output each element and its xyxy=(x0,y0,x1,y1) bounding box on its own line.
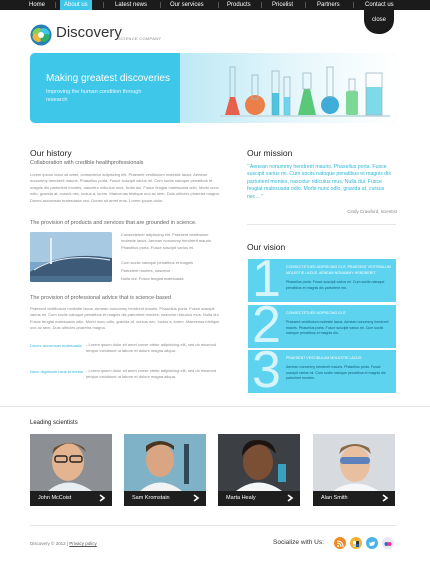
nav-separator xyxy=(218,2,219,8)
mission-quote-author: Cindy Crawford, scientist xyxy=(347,209,397,214)
vision-number: 2 xyxy=(252,305,281,348)
history-link[interactable]: Donec accumsan malesuada xyxy=(30,343,82,348)
vision-body: Praesent vestibulum molestie lacus. Aenean nonummy hendrerit mauris. Phasellus porta. Fusce suscipit varius mi. Cum sociis natoque penatibus et magnis dis. xyxy=(286,320,389,336)
vision-title: Our vision xyxy=(247,242,286,252)
history-subtitle-products: The provision of products and services that are grounded in science. xyxy=(30,220,197,226)
rss-icon[interactable] xyxy=(334,537,346,549)
history-paragraph: Lorem ipsum dolor sit amet, consectetur adipiscing elit. Praesent vestibulum molestie lacus. Aenean nonummy hendrerit mauris. Phasellus porta. Fusce suscipit varius mi. Cum sociis natoque penatibus et magnis dis parturient montes, nascetur ridiculus mus. Nulla dui. Fusce feugiat malesuada odio. Morbi nunc odio, gravida at, cursus nec, luctus a, lorem. Maecenas tristique orci ac sem. Duis ultricies pharetra magna. Donec accumsan malesuada orci. Donec sit amet eros. Lorem ipsum dolor. xyxy=(30,172,220,203)
vision-number: 3 xyxy=(252,350,281,393)
products-bullet: Parturient montes, nascetur xyxy=(121,268,171,273)
nav-partners[interactable]: Partners xyxy=(317,2,340,8)
footer-copyright xyxy=(30,541,97,546)
vision-number: 1 xyxy=(252,259,281,302)
scientist-name: Alan Smith xyxy=(321,495,348,501)
scientist-name: Sam Kromstain xyxy=(132,495,170,501)
nav-products[interactable]: Products xyxy=(227,2,251,8)
arrow-right-icon[interactable] xyxy=(98,494,106,502)
logo-tagline: SCIENCE COMPANY xyxy=(118,36,162,41)
building-thumbnail[interactable] xyxy=(30,232,112,282)
arrow-right-icon[interactable] xyxy=(192,494,200,502)
mission-quote: “ Aenean nonummy hendrerit mauris. Phasellus porta. Fusce suscipit varius mi. Cum sociis natoque penatibus et magnis dis parturient montes, nascetur ridiculus mus. Nulla dui. Fusce feugiat malesuada odio. Morbi nunc odio, gravida at, cursus nec... ” xyxy=(247,164,391,200)
divider xyxy=(247,224,396,225)
socialize-label: Socialize with Us: xyxy=(273,539,324,546)
scientist-photo xyxy=(313,434,395,491)
nav-about-us[interactable]: About us xyxy=(60,0,92,10)
logo-name[interactable]: Discovery xyxy=(56,24,122,41)
arrow-right-icon[interactable] xyxy=(286,494,294,502)
history-subtitle: Collaboration with credible healthprofessionals xyxy=(30,160,144,166)
scientist-card[interactable] xyxy=(30,434,112,506)
close-button[interactable]: close xyxy=(364,10,394,34)
hero-subtitle: Improving the human condition through research xyxy=(46,89,142,103)
nav-pricelist[interactable]: Pricelist xyxy=(272,2,294,8)
vision-item xyxy=(248,305,396,348)
products-bullet: Cum sociis natoque penatibus et magnis xyxy=(121,260,194,265)
history-link-text: - Lorem ipsum dolor sit amet conse ctetur adipisicing elit, sed do eiusmod tempor incididunt ut labore et dolore magna aliqua. xyxy=(86,342,217,354)
nav-separator xyxy=(261,2,262,8)
scientist-name-bar xyxy=(30,491,112,506)
vision-item xyxy=(248,259,396,302)
flickr-icon[interactable] xyxy=(382,537,394,549)
vision-item xyxy=(248,350,396,393)
privacy-policy-link[interactable]: Privacy policy xyxy=(69,541,97,546)
logo-icon[interactable] xyxy=(30,24,52,46)
hero-title: Making greatest discoveries xyxy=(46,73,170,84)
history-link[interactable]: Nunc dignissim risus id metus xyxy=(30,369,83,374)
vision-heading: PRAESENT VESTIBULUM MOLESTIE LACUS. xyxy=(286,356,363,360)
building-image xyxy=(30,232,112,282)
vision-body: Aenean nonummy hendrerit mauris. Phasellus porta. Fusce suscipit varius mi. Cum sociis natoque penatibus et magnis dis parturient montes. xyxy=(286,365,386,381)
divider xyxy=(30,525,396,526)
divider xyxy=(0,406,430,407)
products-text: Consectetuer adipiscing elit. Praesent vestibulum molestie lacus. Aenean nonummy hendrerit mauris. Phasellus porta. Fusce suscipit varius mi. xyxy=(121,232,212,250)
scientist-card[interactable] xyxy=(313,434,395,506)
scientist-photo xyxy=(218,434,300,491)
nav-contact-us[interactable]: Contact us xyxy=(365,2,394,8)
nav-our-services[interactable]: Our services xyxy=(170,2,204,8)
scientist-name: John McCoist xyxy=(38,495,72,501)
nav-separator xyxy=(103,2,104,8)
scientist-card[interactable] xyxy=(218,434,300,506)
twitter-icon[interactable] xyxy=(366,537,378,549)
hero-banner xyxy=(30,53,396,123)
scientists-title: Leading scientists xyxy=(30,420,78,426)
scientist-card[interactable] xyxy=(124,434,206,506)
nav-home[interactable]: Home xyxy=(29,2,46,8)
history-subtitle-advice: The provision of professional advice that is science-based xyxy=(30,295,171,301)
history-link-text: - Lorem ipsum dolor sit amet conse ctetur adipisicing elit, sed do eiusmod tempor incididunt ut labore et dolore magna aliqua. xyxy=(86,368,217,380)
scientist-name-bar xyxy=(313,491,395,506)
scientist-photo xyxy=(30,434,112,491)
nav-separator xyxy=(160,2,161,8)
scientist-name-bar xyxy=(218,491,300,506)
copyright-text: Discovery © 2012 | xyxy=(30,541,68,546)
arrow-right-icon[interactable] xyxy=(381,494,389,502)
vision-heading: CONSECTETUER ADIPISCING ELIT. xyxy=(286,311,347,315)
scientist-name: Marta Healy xyxy=(226,495,256,501)
delicious-icon[interactable] xyxy=(350,537,362,549)
vision-heading: CONSECTETUER ADIPISCING ELIT. PRAESENT VESTIBULUM MOLESTIE LACUS. AENEAN NONUMMY HENDRERIT. xyxy=(286,265,391,275)
products-bullet: Nulla dui. Fusce feugiat malesuada xyxy=(121,276,184,281)
advice-paragraph: Praesent vestibulum molestie lacus. Aenean nonummy hendrerit mauris. Phasellus porta. Fusce suscipit varius mi. Cum sociis natoque penatibus et magnis dis parturient montes, nascetur ridiculus mus. Nulla dui. Fusce feugiat malesuada odio. Morbi nunc odio, gravida at, cursus nec, luctus a, lorem. Maecenas tristique orci ac sem. Duis ultricies pharetra magna. xyxy=(30,306,220,331)
history-title: Our history xyxy=(30,148,72,158)
scientist-name-bar xyxy=(124,491,206,506)
scientist-photo xyxy=(124,434,206,491)
vision-body: Phasellus porta. Fusce suscipit varius mi. Cum sociis natoque penatibus et magnis dis parturient mo. xyxy=(286,280,385,290)
lab-glassware-image xyxy=(180,53,396,123)
mission-title: Our mission xyxy=(247,148,293,158)
nav-latest-news[interactable]: Latest news xyxy=(115,2,148,8)
nav-separator xyxy=(55,2,56,8)
nav-separator xyxy=(305,2,306,8)
nav-separator xyxy=(353,2,354,8)
